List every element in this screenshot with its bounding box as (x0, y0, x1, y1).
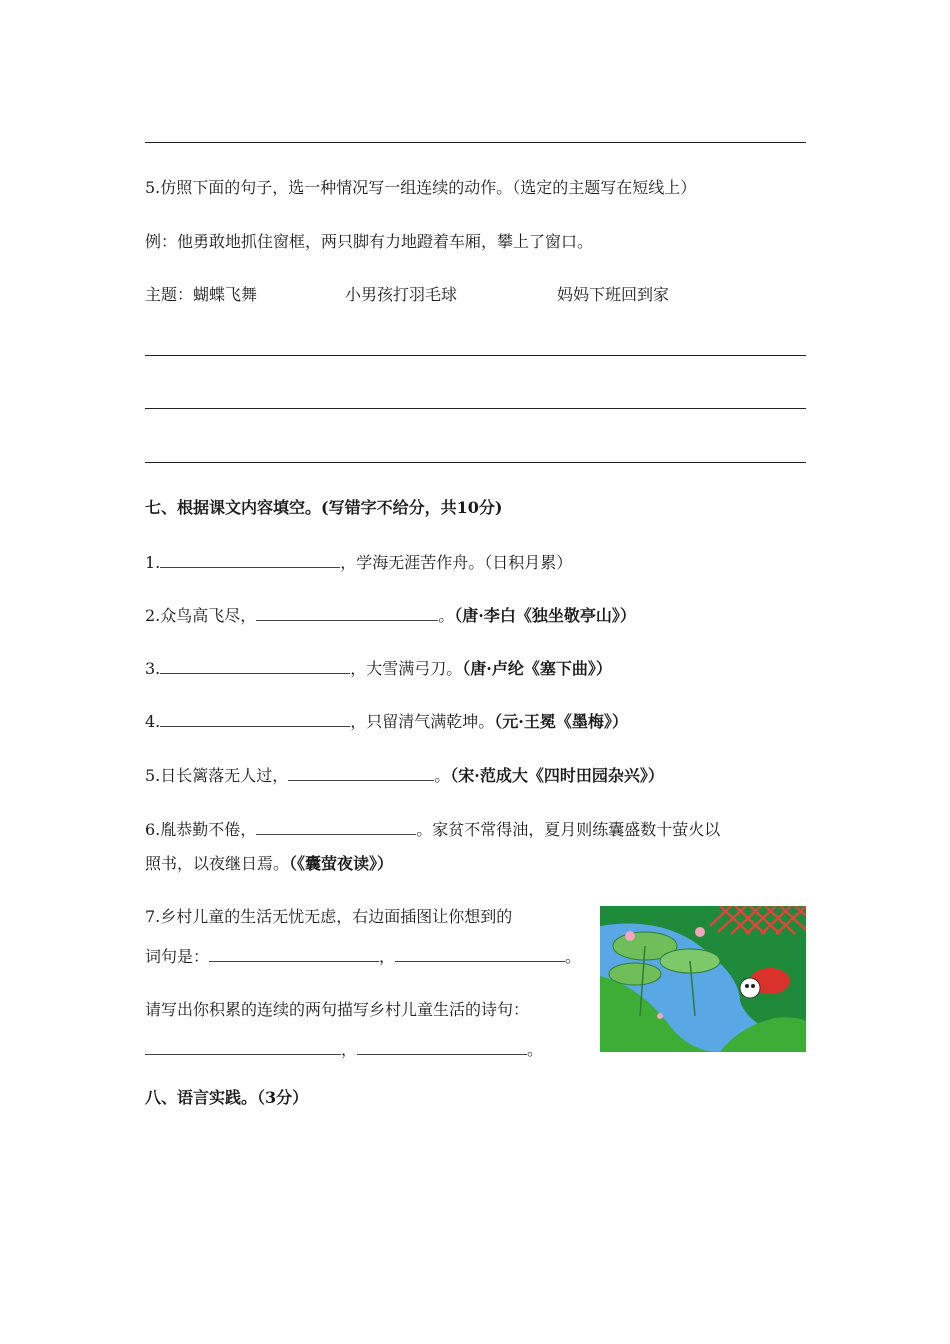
answer-line[interactable] (145, 355, 806, 356)
item-text: 照书，以夜继日焉。 (145, 854, 290, 873)
item-number: 5. (145, 766, 161, 785)
item-number: 2. (145, 606, 161, 625)
item-text: 词句是： (145, 947, 210, 966)
item-number: 6. (145, 820, 161, 839)
item-text: ， (341, 1040, 358, 1059)
item-text: 日长篱落无人过， (160, 766, 289, 785)
section8-title: 八、语言实践。（3分） (145, 1088, 309, 1107)
fill-item-7-line4 (145, 1036, 543, 1062)
item-text: 众鸟高飞尽， (160, 606, 257, 625)
blank-field[interactable] (395, 943, 565, 962)
topic-mom-home: 妈妈下班回到家 (557, 285, 670, 304)
item-text: 。 (565, 947, 582, 966)
item-source: （唐·李白《独坐敬亭山》） (454, 606, 636, 625)
topic-label: 主题： (145, 285, 194, 304)
item-text: 胤恭勤不倦， (160, 820, 257, 839)
answer-line[interactable] (145, 408, 806, 409)
topic-butterfly: 蝴蝶飞舞 (193, 285, 258, 304)
pond-illustration (600, 906, 806, 1052)
item-text: ，只留清气满乾坤。 (350, 712, 495, 731)
item-text: 。 (527, 1040, 544, 1059)
item-number: 7. (145, 907, 161, 926)
item-number: 1. (145, 553, 161, 572)
answer-line[interactable] (145, 142, 806, 143)
item-number: 4. (145, 712, 161, 731)
item-source: （元·王冕《墨梅》） (494, 712, 628, 731)
item-text: ，学海无涯苦作舟。（日积月累） (340, 553, 573, 572)
q5-topics (145, 283, 669, 307)
item-text: ，大雪满弓刀。 (350, 659, 463, 678)
fill-item-7-line2 (145, 943, 581, 969)
answer-line[interactable] (145, 462, 806, 463)
fill-item-4 (145, 708, 628, 734)
item-text: 。 (438, 606, 455, 625)
blank-field[interactable] (160, 549, 340, 568)
fill-item-6 (145, 816, 720, 842)
topic-badminton: 小男孩打羽毛球 (345, 285, 458, 304)
blank-field[interactable] (288, 762, 434, 781)
fill-item-7-line3: 请写出你积累的连续的两句描写乡村儿童生活的诗句： (145, 1000, 530, 1019)
item-source: （宋·范成大《四时田园杂兴》） (450, 766, 664, 785)
q5-example: 例：他勇敢地抓住窗框，两只脚有力地蹬着车厢，攀上了窗口。 (145, 232, 594, 251)
section7-title: 七、根据课文内容填空。(写错字不给分，共10分) (145, 498, 503, 517)
fill-item-2 (145, 602, 636, 628)
fill-item-1 (145, 549, 572, 575)
item-source: （唐·卢纶《塞下曲》） (462, 659, 612, 678)
item-source: （《囊萤夜读》） (289, 854, 394, 873)
blank-field[interactable] (160, 655, 350, 674)
blank-field[interactable] (256, 602, 438, 621)
blank-field[interactable] (357, 1036, 527, 1055)
item-text: 。家贫不常得油，夏月则练囊盛数十萤火以 (416, 820, 721, 839)
blank-field[interactable] (145, 1036, 341, 1055)
item-number: 3. (145, 659, 161, 678)
fill-item-3 (145, 655, 612, 681)
fill-item-7 (145, 905, 512, 929)
q5-prompt: 5.仿照下面的句子，选一种情况写一组连续的动作。（选定的主题写在短线上） (145, 178, 697, 197)
item-text: 。 (434, 766, 451, 785)
item-text: ， (379, 947, 396, 966)
fill-item-5 (145, 762, 664, 788)
blank-field[interactable] (160, 708, 350, 727)
fill-item-6-cont (145, 852, 393, 876)
blank-field[interactable] (256, 816, 416, 835)
item-text: 乡村儿童的生活无忧无虑，右边面插图让你想到的 (160, 907, 513, 926)
blank-field[interactable] (209, 943, 379, 962)
